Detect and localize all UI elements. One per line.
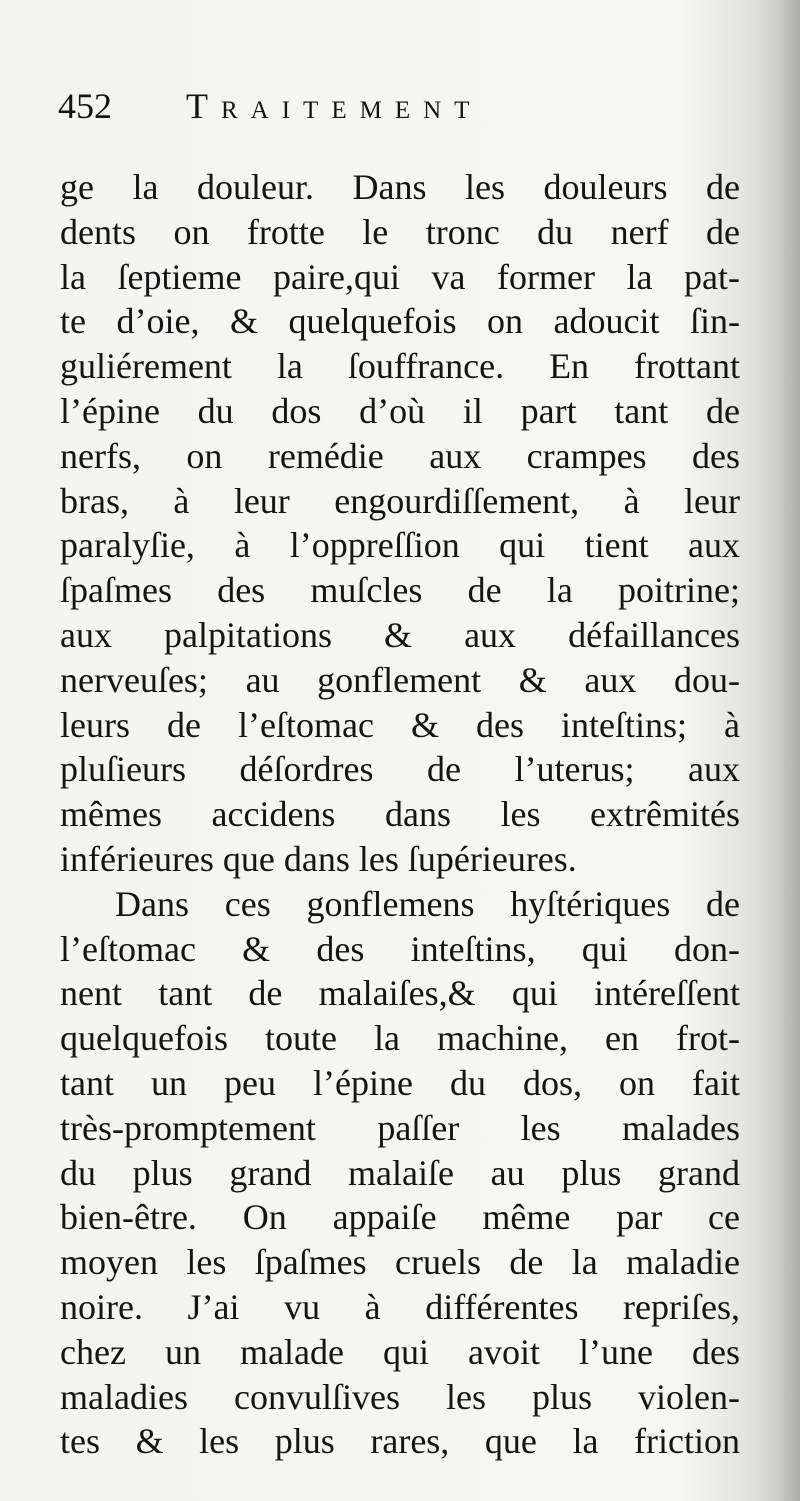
body-text (60, 165, 740, 1464)
text-line: nerfs, on remédie aux crampes des (60, 435, 740, 476)
text-line: chez un malade qui avoit l’une des (60, 1331, 740, 1372)
text-line: nerveuſes; au gonflement & aux dou- (60, 659, 740, 700)
text-line: l’eſtomac & des inteſtins, qui don- (60, 928, 740, 969)
paragraph-end-line: inférieures que dans les ſupérieures. (60, 838, 577, 879)
text-line: guliérement la ſouffrance. En frottant (60, 346, 740, 387)
text-line: maladies convulſives les plus violen- (60, 1376, 740, 1417)
text-line: tant un peu l’épine du dos, on fait (60, 1062, 740, 1103)
running-header (58, 78, 748, 134)
text-line: quelquefois toute la machine, en frot- (60, 1018, 740, 1059)
running-title: Traitement (186, 86, 483, 126)
text-line: leurs de l’eſtomac & des inteſtins; à (60, 704, 740, 745)
text-line: ſpaſmes des muſcles de la poitrine; (60, 570, 740, 611)
page-edge-shadow (758, 0, 800, 1501)
text-line: pluſieurs déſordres de l’uterus; aux (60, 749, 740, 790)
paragraph-start-line: Dans ces gonflemens hyſtériques de (115, 883, 740, 924)
text-line: du plus grand malaiſe au plus grand (60, 1152, 740, 1193)
text-line: bras, à leur engourdiſſement, à leur (60, 480, 740, 521)
page-number: 452 (58, 86, 112, 126)
text-line: moyen les ſpaſmes cruels de la maladie (60, 1242, 740, 1283)
text-line: paralyſie, à l’oppreſſion qui tient aux (60, 525, 740, 566)
text-line: bien-être. On appaiſe même par ce (60, 1197, 740, 1238)
text-line: mêmes accidens dans les extrêmités (60, 794, 740, 835)
text-line: ge la douleur. Dans les douleurs de (60, 167, 740, 207)
text-line: te d’oie, & quelquefois on adoucit ſin- (60, 301, 740, 342)
text-line: nent tant de malaiſes,& qui intéreſſent (60, 973, 740, 1014)
text-line: l’épine du dos d’où il part tant de (60, 390, 740, 431)
text-line: dents on frotte le tronc du nerf de (60, 211, 740, 252)
text-line: très-promptement paſſer les malades (60, 1107, 740, 1148)
text-line: noire. J’ai vu à différentes repriſes, (60, 1286, 740, 1327)
text-line: tes & les plus rares, que la friction (60, 1421, 740, 1462)
text-line: la ſeptieme paire,qui va former la pat- (60, 256, 740, 297)
text-line: aux palpitations & aux défaillances (60, 614, 740, 655)
